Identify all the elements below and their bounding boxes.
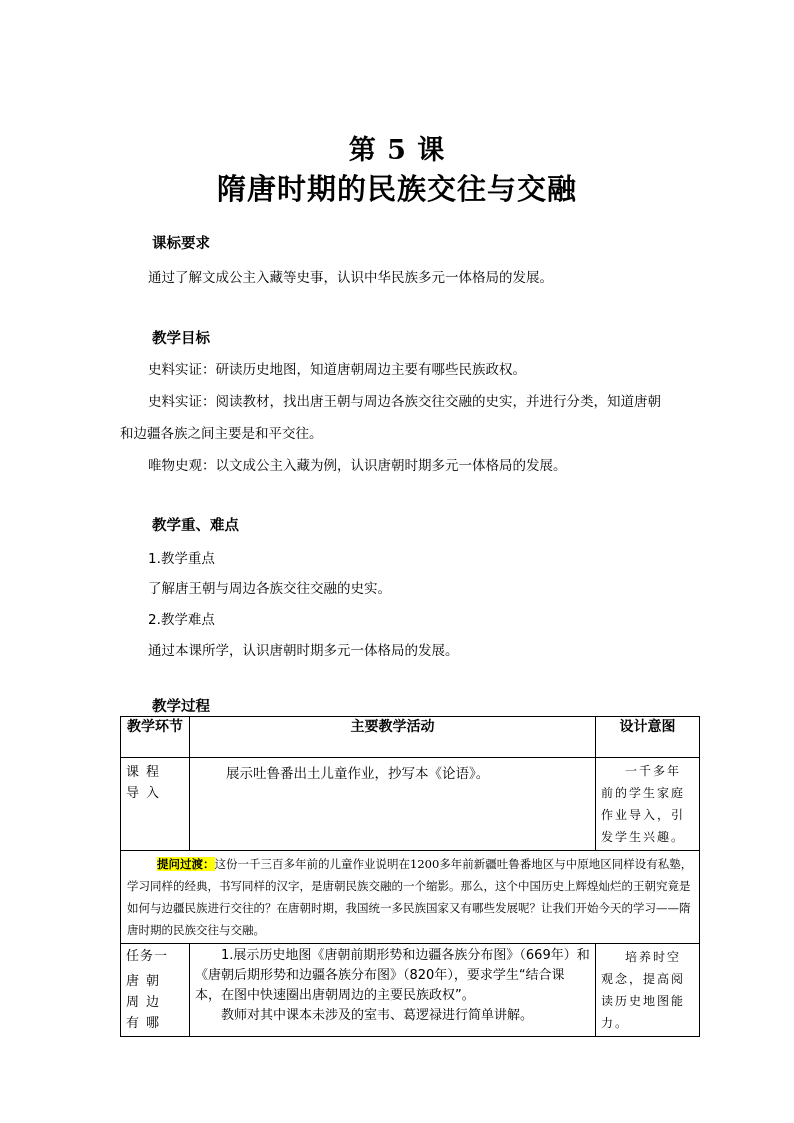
header-intent: 设计意图 — [596, 717, 700, 758]
lesson-title: 隋唐时期的民族交往与交融 — [216, 172, 577, 206]
header-activity: 主要教学活动 — [190, 717, 596, 758]
transition-row — [121, 851, 700, 944]
activity-paragraph-1: 1.展示历史地图《唐朝前期形势和边疆各族分布图》（669年）和《唐朝后期形势和边疆各族分布图》（820年），要求学生“结合课本，在图中快速圈出唐朝周边的主要民族政权”。 — [195, 948, 590, 1003]
transition-cell — [121, 851, 700, 944]
activity-paragraph-2: 教师对其中课本未涉及的室韦、葛逻禄进行简单讲解。 — [221, 1008, 534, 1023]
stage-line-1: 任务一 — [126, 949, 169, 964]
stage-line-2: 唐朝周边有哪 — [126, 974, 167, 1031]
transition-label: 提问过渡： — [157, 857, 215, 871]
keypoints-heading: 教学重、难点 — [152, 518, 239, 534]
difficulty-label: 2.教学难点 — [148, 612, 215, 628]
objective-item-2: 史料实证：阅读教材，找出唐王朝与周边各族交往交融的史实，并进行分类，知道唐朝 — [148, 394, 661, 410]
objectives-heading: 教学目标 — [152, 331, 210, 347]
objective-item-2-cont: 和边疆各族之间主要是和平交往。 — [120, 426, 323, 442]
intent-cell: 一千多年前的学生家庭作业导入，引发学生兴趣。 — [596, 758, 700, 851]
curriculum-heading: 课标要求 — [152, 236, 210, 252]
header-stage: 教学环节 — [121, 717, 190, 758]
key-point-label: 1.教学重点 — [148, 551, 215, 567]
curriculum-text: 通过了解文成公主入藏等史事，认识中华民族多元一体格局的发展。 — [148, 270, 553, 286]
process-table — [120, 716, 700, 1037]
lesson-number: 第 5 课 — [348, 135, 446, 166]
transition-text: 这份一千三百多年前的儿童作业说明在1200多年前新疆吐鲁番地区与中原地区同样设有私塾，学习同样的经典，书写同样的汉字，是唐朝民族交融的一个缩影。那么，这个中国历史上辉煌灿烂的王朝究竟是如何与边疆民族进行交往的？在唐朝时期，我国统一多民族国家又有哪些发展呢？让我们开始今天的学习——隋唐时期的民族交往与交融。 — [127, 857, 693, 937]
intent-cell: 培养时空观念，提高阅读历史地图能力。 — [596, 944, 700, 1037]
objective-item-3: 唯物史观：以文成公主入藏为例，认识唐朝时期多元一体格局的发展。 — [148, 458, 567, 474]
stage-cell: 课程导入 — [121, 758, 190, 851]
activity-cell: 展示吐鲁番出土儿童作业，抄写本《论语》。 — [190, 758, 596, 851]
process-heading: 教学过程 — [152, 699, 210, 715]
key-point-text: 了解唐王朝与周边各族交往交融的史实。 — [148, 581, 391, 597]
table-header-row — [121, 717, 700, 758]
stage-cell — [121, 944, 190, 1037]
objective-item-1: 史料实证：研读历史地图，知道唐朝周边主要有哪些民族政权。 — [148, 362, 526, 378]
difficulty-text: 通过本课所学，认识唐朝时期多元一体格局的发展。 — [148, 643, 459, 659]
table-row — [121, 758, 700, 851]
table-row — [121, 944, 700, 1037]
activity-cell — [190, 944, 596, 1037]
